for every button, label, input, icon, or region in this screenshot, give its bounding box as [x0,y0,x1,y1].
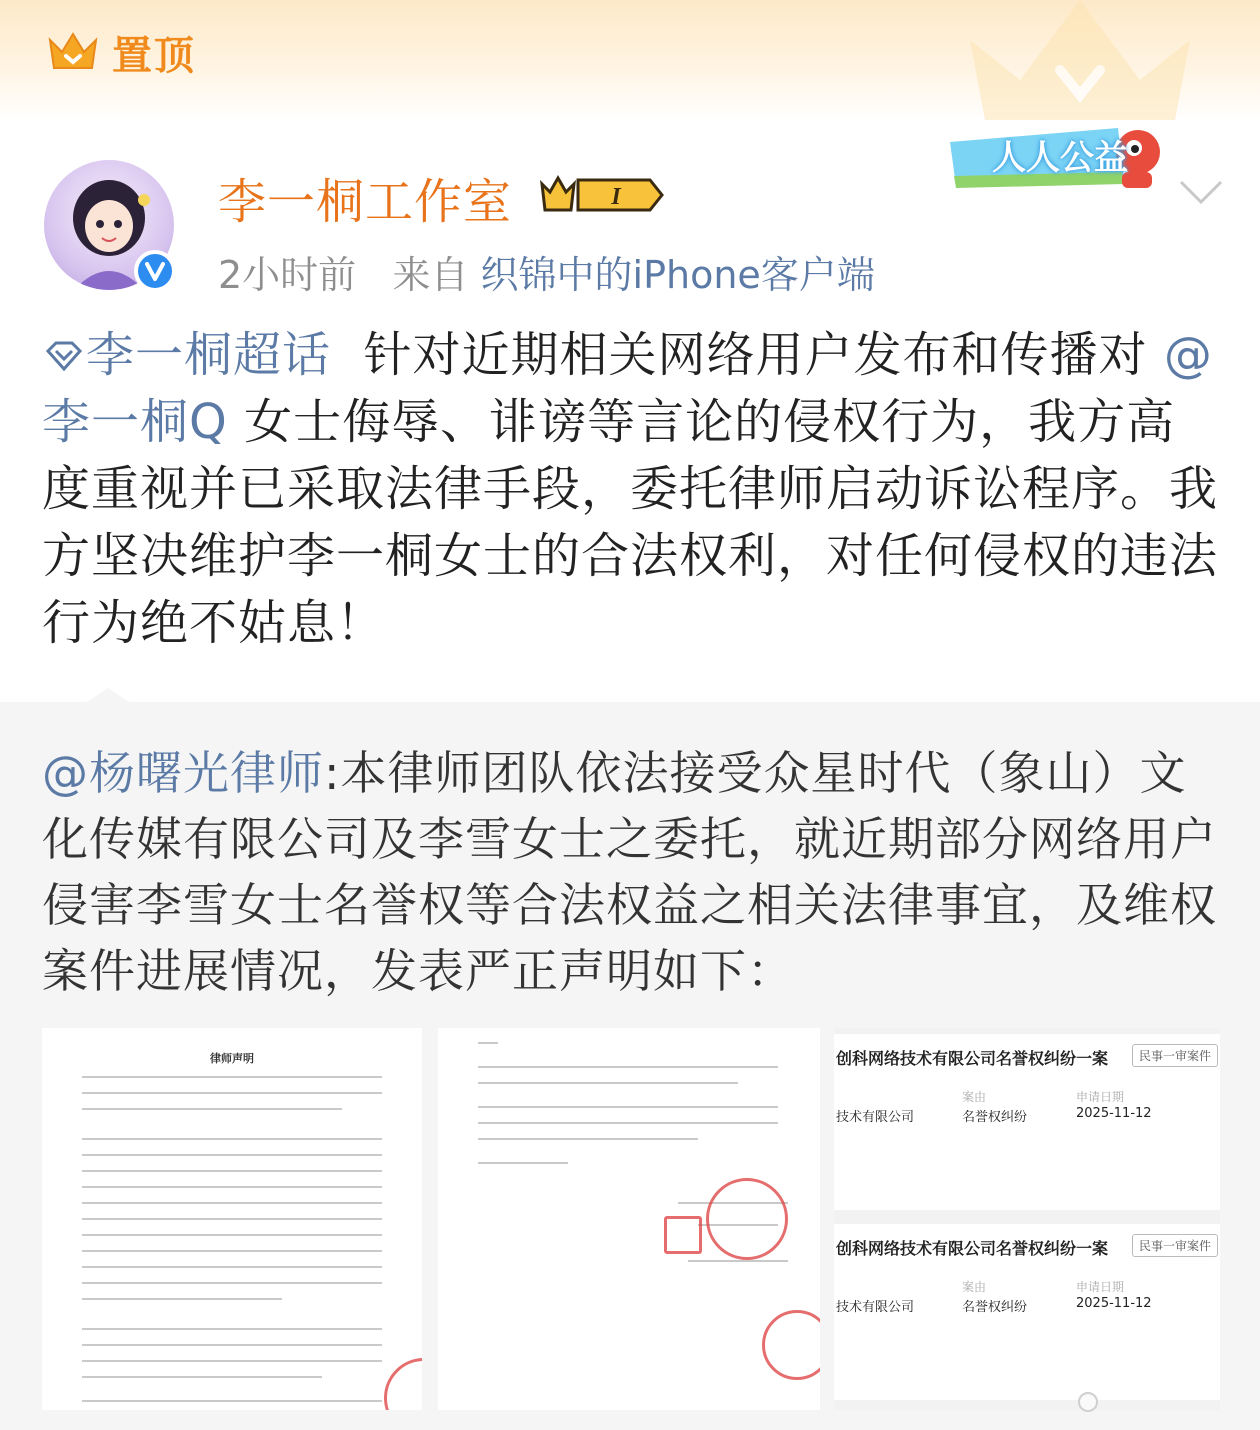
doc-text-line [82,1186,382,1188]
seal-stamp [762,1310,820,1380]
doc-text-line [82,1108,342,1110]
doc-text-line [82,1282,382,1284]
doc-text-line [478,1082,738,1084]
topic-link[interactable] [42,327,331,383]
vip-level-badge[interactable] [538,170,666,216]
case-title: 创科网络技术有限公司名誉权纠纷一案 [836,1049,1109,1068]
crown-icon [46,28,100,72]
doc-text-line [82,1154,382,1156]
doc-text-line [478,1066,778,1068]
doc-text-line [82,1202,382,1204]
doc-text-line [82,1076,382,1078]
doc-text-line [478,1122,778,1124]
topic-label: 李一桐超话 [86,327,332,383]
decorative-crown-icon [950,0,1210,120]
statement-image-1[interactable] [42,1028,422,1410]
post-time: 2小时前 [218,253,357,297]
doc-text-line [82,1400,382,1402]
case-cause-label: 案由 [962,1280,987,1294]
repost-text: :本律师团队依法接受众星时代（象山）文化传媒有限公司及李雪女士之委托，就近期部分网络用户侵害李雪女士名誉权等合法权益之相关法律事宜，及维权案件进展情况，发表严正声明如下： [42,746,1217,998]
mention-link[interactable]: @李一桐Q [42,327,1213,450]
doc-text-line [82,1092,382,1094]
post-body [42,322,1222,657]
doc-text-line [82,1138,382,1140]
author-name[interactable]: 李一桐工作室 [218,174,513,230]
case-cause: 名誉权纠纷 [962,1110,1028,1125]
doc-text-line [82,1218,382,1220]
doc-text-line [478,1042,498,1044]
pinned-header [0,0,1260,120]
post-source[interactable]: 织锦中的iPhone客户端 [480,253,875,297]
case-card [834,1034,1220,1210]
case-party: 技术有限公司 [836,1110,915,1125]
doc-text-line [82,1234,382,1236]
post-text-rest: 女士侮辱、诽谤等言论的侵权行为，我方高度重视并已采取法律手段，委托律师启动诉讼程序。我方坚决维护李一桐女士的合法权利，对任何侵权的违法行为绝不姑息！ [42,394,1219,651]
case-title: 创科网络技术有限公司名誉权纠纷一案 [836,1239,1109,1258]
charity-badge-label: 人人公益 [992,138,1128,178]
post-meta [218,244,875,299]
repost-body [42,740,1222,1004]
case-party: 技术有限公司 [836,1300,915,1315]
vip-level-text: I [611,184,621,210]
doc-text-line [82,1298,282,1300]
pinned-label: 置顶 [112,33,196,79]
statement-image-2[interactable] [438,1028,820,1410]
seal-stamp [384,1358,422,1410]
case-cause-label: 案由 [962,1090,987,1104]
doc-title: 律师声明 [210,1052,254,1065]
case-card [834,1224,1220,1400]
doc-text-line [478,1106,778,1108]
doc-text-line [478,1138,698,1140]
repost-mention-link[interactable]: @杨曙光律师 [42,746,324,800]
doc-text-line [478,1162,568,1164]
case-date-label: 申请日期 [1076,1090,1125,1104]
verified-badge-icon [134,250,176,292]
chevron-down-icon[interactable] [1176,176,1226,208]
seal-stamp [706,1178,788,1260]
case-date: 2025-11-12 [1076,1106,1152,1121]
doc-text-line [82,1266,382,1268]
super-topic-icon [42,339,86,373]
case-tag: 民事一审案件 [1132,1044,1218,1067]
case-tag: 民事一审案件 [1132,1234,1218,1257]
doc-text-line [82,1328,382,1330]
case-list-image[interactable] [834,1028,1220,1410]
doc-text-line [82,1376,322,1378]
doc-text-line [82,1344,382,1346]
seal-stamp [664,1216,702,1254]
scroll-indicator [1078,1392,1098,1412]
doc-text-line [688,1260,788,1262]
case-cause: 名誉权纠纷 [962,1300,1028,1315]
post-text-line1: 针对近期相关网络用户发布和传播对 [363,327,1148,383]
case-date: 2025-11-12 [1076,1296,1152,1311]
doc-text-line [82,1170,382,1172]
doc-text-line [82,1250,382,1252]
source-prefix: 来自 [392,253,469,297]
case-date-label: 申请日期 [1076,1280,1125,1294]
doc-text-line [82,1360,382,1362]
